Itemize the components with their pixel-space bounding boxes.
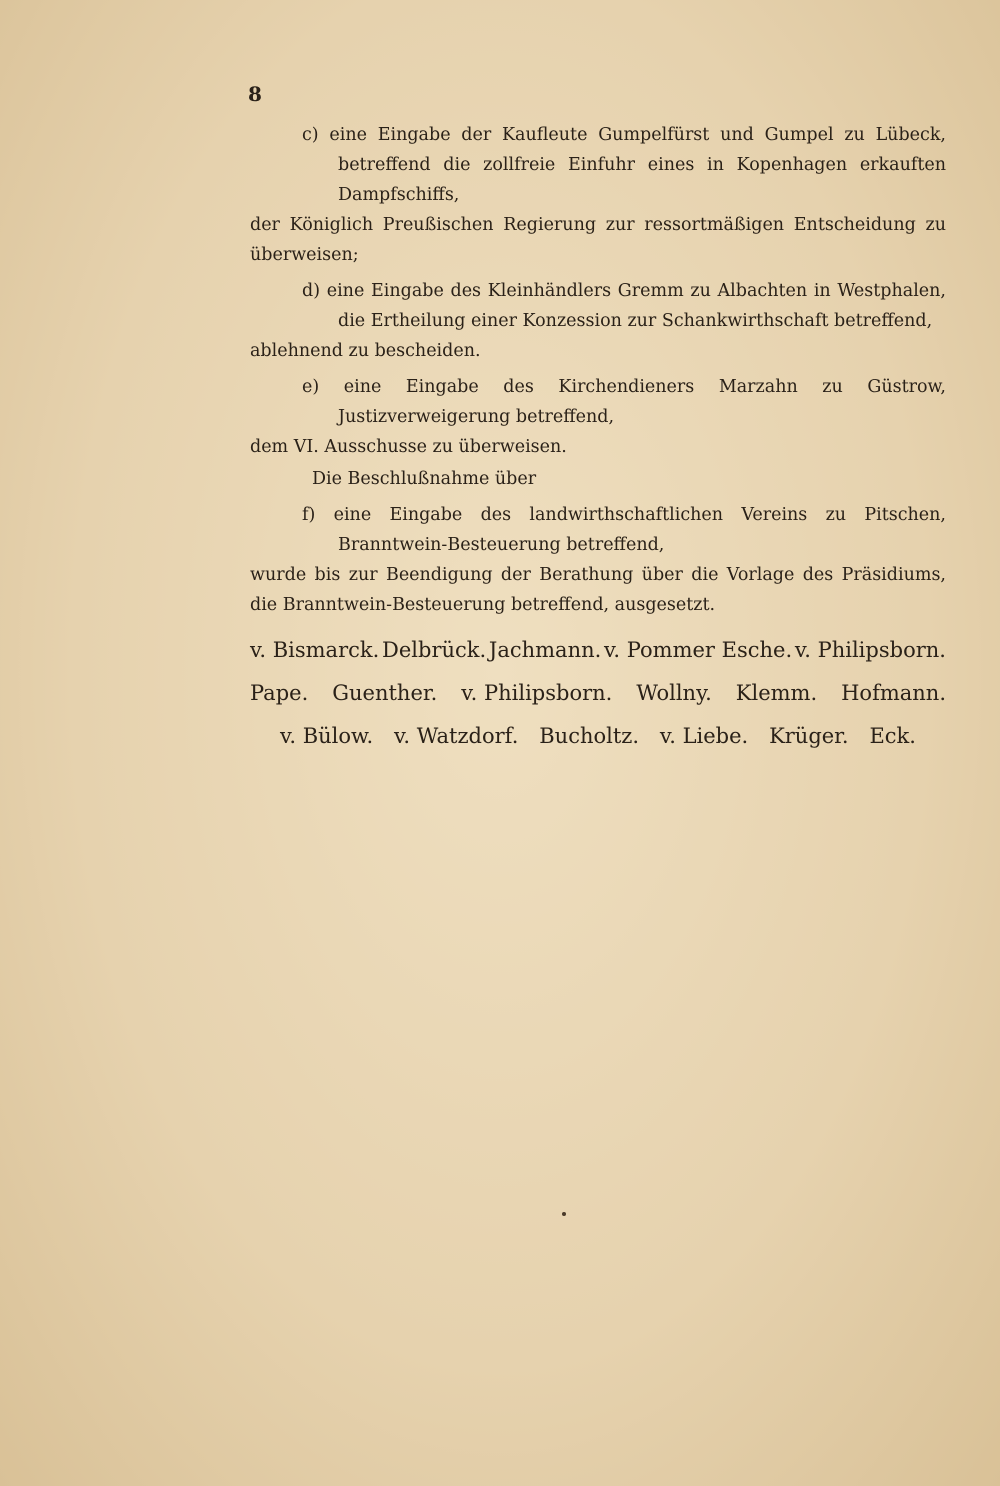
signature: v. Watzdorf. — [394, 723, 519, 748]
item-d-continuation: ablehnend zu bescheiden. — [250, 341, 481, 361]
item-c-continuation: der Königlich Preußischen Regierung zur ressortmäßigen Entscheidung zu überweisen; — [250, 215, 946, 265]
signature: Hofmann. — [841, 680, 946, 705]
item-f-intro: Die Beschlußnahme über — [312, 469, 537, 489]
signature: Jachmann. — [488, 637, 602, 662]
signature: v. Philipsborn. — [461, 680, 613, 705]
signature-row-1 — [250, 628, 946, 671]
signature: v. Philipsborn. — [794, 637, 946, 662]
item-d: d) eine Eingabe des Kleinhändlers Gremm zu Albachten in Westphalen, die Ertheilung einer Konzession zur Schankwirthschaft betreffend, — [302, 281, 946, 331]
signature-row-3 — [250, 714, 946, 757]
signature: Wollny. — [636, 680, 712, 705]
item-f: f) eine Eingabe des landwirthschaftlichen Vereins zu Pitschen, Branntwein-Besteuerung betreffend, — [302, 505, 946, 555]
signature: v. Bismarck. — [250, 637, 380, 662]
signature: Klemm. — [735, 680, 818, 705]
signature: Guenther. — [332, 680, 438, 705]
signature: Delbrück. — [382, 637, 487, 662]
item-c: c) eine Eingabe der Kaufleute Gumpelfürst und Gumpel zu Lübeck, betreffend die zollfreie Einfuhr eines in Kopenhagen erkauften Dampfschiffs, — [302, 125, 946, 205]
page-number: 8 — [248, 82, 262, 106]
item-f-continuation: wurde bis zur Beendigung der Berathung über die Vorlage des Präsidiums, die Branntwein-Besteuerung betreffend, ausgesetzt. — [250, 565, 946, 615]
signature: v. Liebe. — [659, 723, 749, 748]
item-e: e) eine Eingabe des Kirchendieners Marzahn zu Güstrow, Justizverweigerung betreffend, — [302, 377, 946, 427]
signature: Krüger. — [769, 723, 849, 748]
signature-row-2 — [250, 671, 946, 714]
signature: Eck. — [869, 723, 916, 748]
item-e-continuation: dem VI. Ausschusse zu überweisen. — [250, 437, 567, 457]
ink-speck — [562, 1212, 566, 1216]
resolution-text — [250, 120, 946, 620]
signature: v. Bülow. — [280, 723, 374, 748]
signature: Bucholtz. — [539, 723, 640, 748]
signature: Pape. — [250, 680, 309, 705]
signature: v. Pommer Esche. — [604, 637, 793, 662]
signature-block — [250, 628, 946, 757]
